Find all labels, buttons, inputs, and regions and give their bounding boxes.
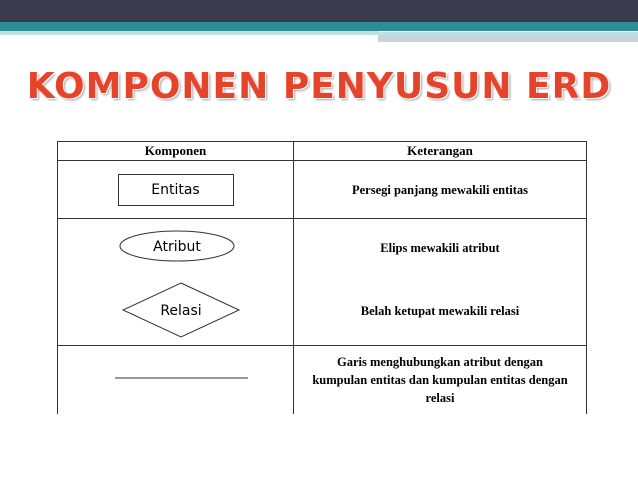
attribute-description: Elips mewakili atribut — [294, 219, 587, 277]
relation-shape-label: Relasi — [159, 303, 202, 319]
attribute-shape-label: Atribut — [152, 239, 201, 255]
attribute-relation-shapes — [59, 219, 293, 341]
top-dark-bar — [0, 0, 638, 22]
table-header-row — [58, 142, 587, 161]
entity-shape-label: Entitas — [151, 181, 200, 198]
header-keterangan: Keterangan — [294, 142, 587, 161]
erd-components-table — [57, 141, 587, 414]
line-description: Garis menghubungkan atribut dengan kumpulan entitas dan kumpulan entitas dengan relasi — [294, 346, 587, 415]
slide-title: KOMPONEN PENYUSUN ERD — [26, 66, 612, 107]
table-row — [58, 161, 587, 219]
attribute-relation-shape-cell — [58, 219, 294, 346]
top-thin-line — [378, 31, 638, 32]
entity-rectangle-shape — [118, 174, 234, 206]
relation-description: Belah ketupat mewakili relasi — [294, 277, 587, 346]
top-accent-bar — [378, 35, 638, 42]
line-shape — [59, 368, 293, 388]
entity-description: Persegi panjang mewakili entitas — [294, 161, 587, 219]
header-komponen: Komponen — [58, 142, 294, 161]
top-teal-bar — [0, 22, 638, 31]
table-row — [58, 346, 587, 415]
line-shape-cell — [58, 346, 294, 415]
table-row — [58, 219, 587, 277]
entity-shape-cell — [58, 161, 294, 219]
